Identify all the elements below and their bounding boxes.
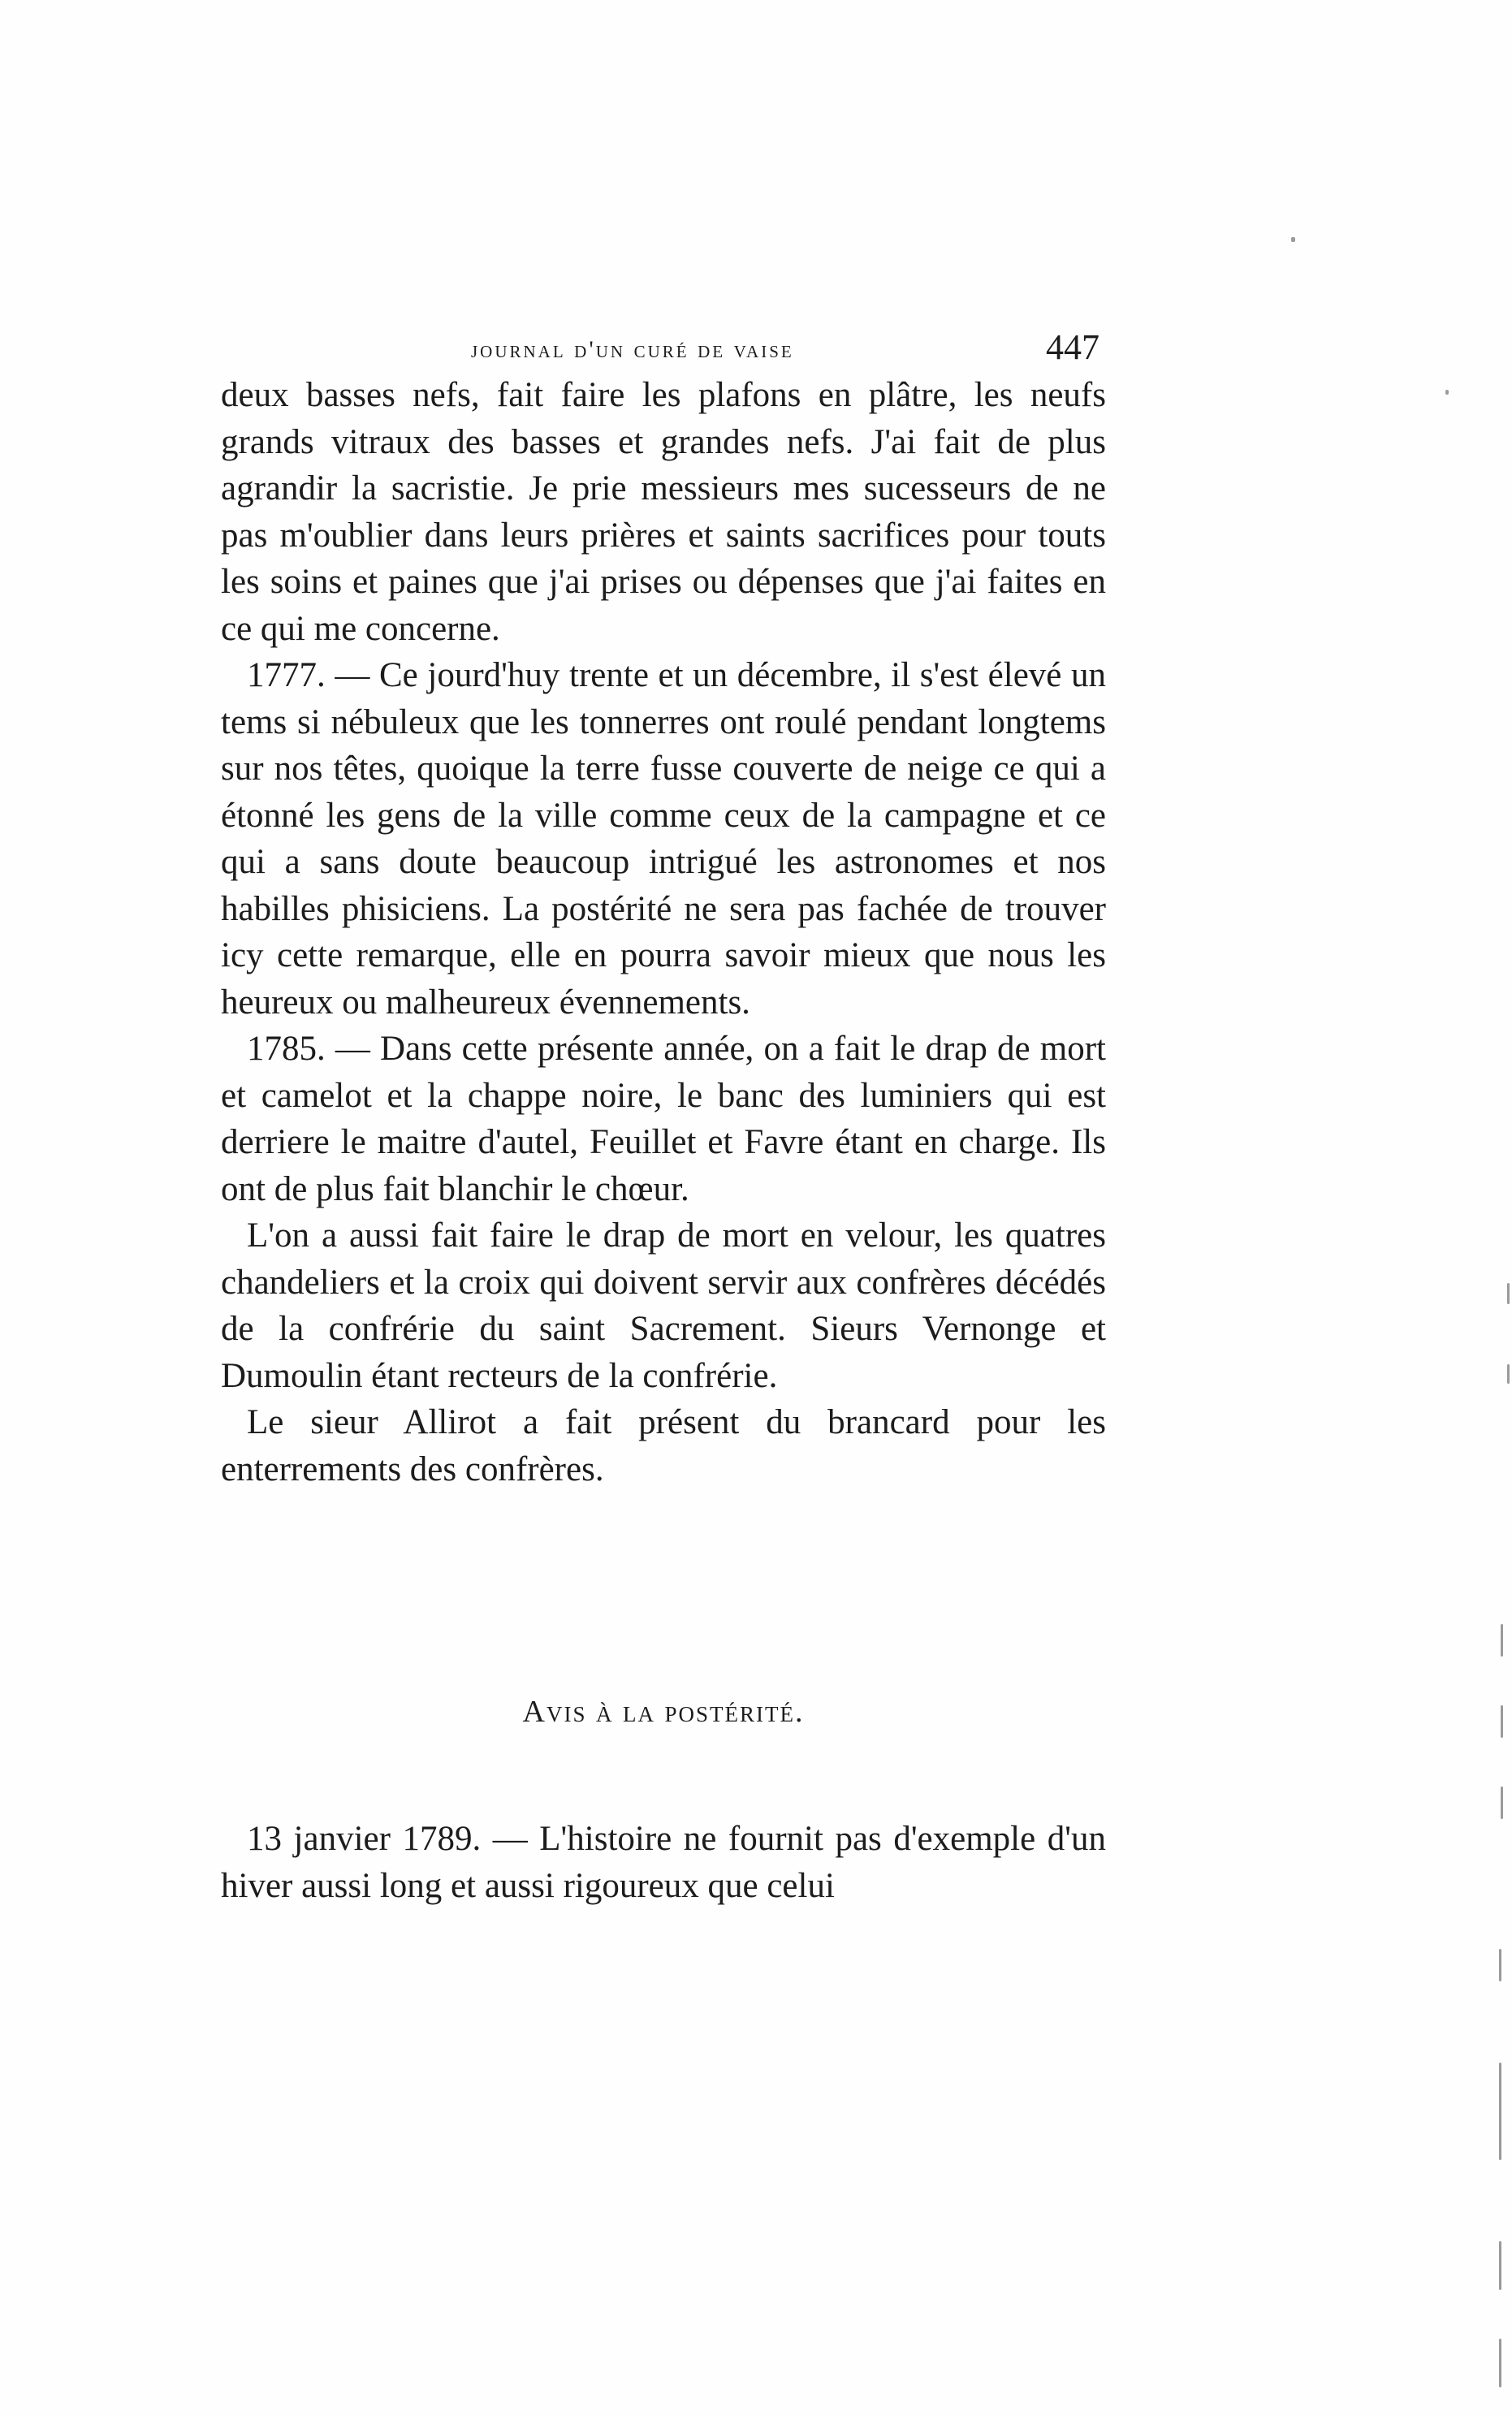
scan-speck (1499, 2063, 1501, 2160)
section-heading: Avis à la postérité. (522, 1695, 805, 1729)
scan-speck (1499, 2241, 1501, 2290)
scan-speck (1499, 1949, 1501, 1981)
paragraph-continued: deux basses nefs, fait faire les plafons en plâtre, les neufs grands vitraux des basses et grandes nefs. J'ai fait de plus agrandir la sacristie. Je prie messieurs mes sucesseurs de ne pas m'oublier dans leurs prières et saints sacrifices pour touts les soins et paines que j'ai prises ou dépenses que j'ai faites en ce qui me concerne. (221, 376, 1106, 648)
scan-speck (1507, 1283, 1510, 1304)
paragraph-velour: L'on a aussi fait faire le drap de mort en velour, les quatres chandeliers et la croix qui doivent servir aux confrères décédés de la confrérie du saint Sacrement. Sieurs Vernonge et Dumoulin étant recteurs de la confrérie. (221, 1216, 1106, 1395)
paragraph-1777: 1777. — Ce jourd'huy trente et un décembre, il s'est élevé un tems si nébuleux que les tonnerres ont roulé pendant longtems sur nos têtes, quoique la terre fusse couverte de neige ce qui a étonné les gens de la ville comme ceux de la campagne et ce qui a sans doute beaucoup intrigué les astronomes et nos habilles phisiciens. La postérité ne sera pas fachée de trouver icy cette remarque, elle en pourra savoir mieux que nous les heureux ou malheureux évennements. (221, 656, 1106, 1022)
scan-speck (1501, 1705, 1503, 1738)
scan-speck (1507, 1364, 1510, 1384)
scan-speck (1499, 2339, 1501, 2387)
running-title: journal d'un curé de vaise (471, 336, 794, 363)
scan-speck (1445, 390, 1449, 395)
scan-speck (1501, 1786, 1503, 1819)
paragraph-1785: 1785. — Dans cette présente année, on a fait le drap de mort et camelot et la chappe noire, le banc des luminiers qui est derriere le maitre d'autel, Feuillet et Favre étant en charge. Ils ont de plus fait blanchir le chœur. (221, 1030, 1106, 1208)
scan-speck (1291, 237, 1295, 242)
main-text (221, 372, 1106, 1493)
page-number: 447 (1046, 327, 1099, 367)
paragraph-1789: 13 janvier 1789. — L'histoire ne fournit pas d'exemple d'un hiver aussi long et aussi rigoureux que celui (221, 1820, 1106, 1905)
page-header (235, 325, 1117, 374)
section-text (221, 1816, 1106, 1909)
paragraph-allirot: Le sieur Allirot a fait présent du brancard pour les enterrements des confrères. (221, 1403, 1106, 1488)
scan-speck (1501, 1624, 1503, 1657)
